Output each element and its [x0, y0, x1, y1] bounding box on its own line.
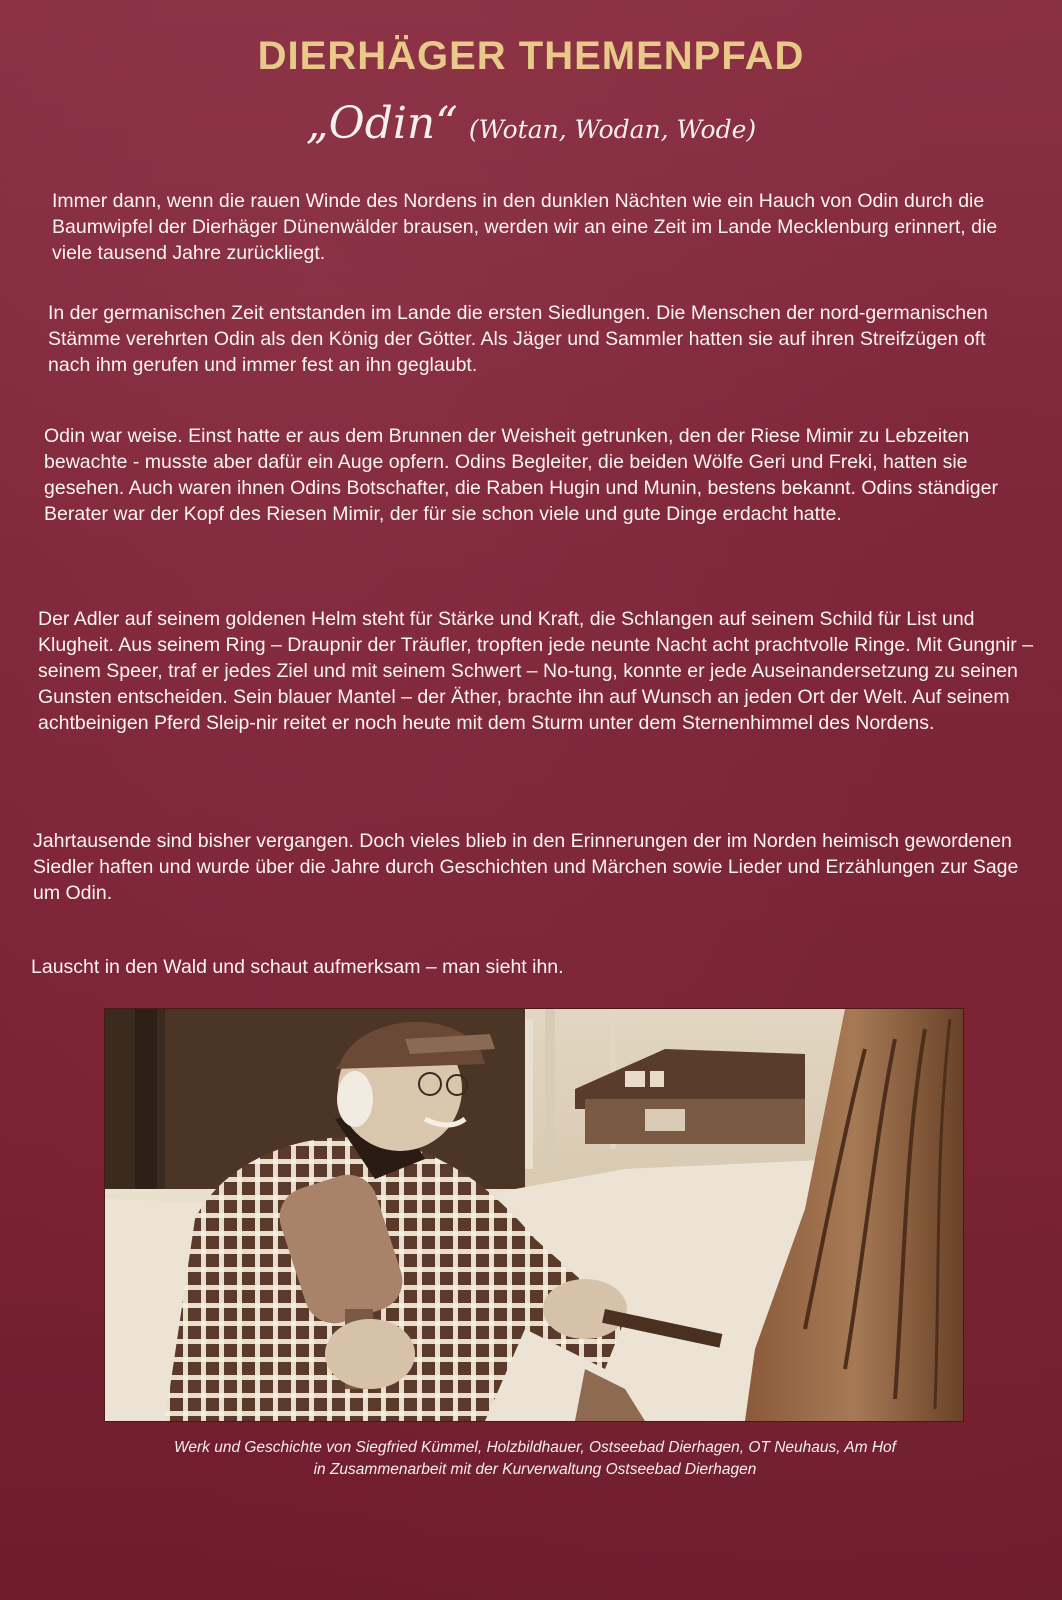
- sign-subtitle: [0, 98, 1062, 149]
- sign-title: DIERHÄGER THEMENPFAD: [257, 34, 805, 78]
- caption-line-1: Werk und Geschichte von Siegfried Kümmel, Holzbildhauer, Ostseebad Dierhagen, OT Neuhaus, Am Hof: [174, 1439, 896, 1456]
- paragraph-odin-wisdom: Odin war weise. Einst hatte er aus dem Brunnen der Weisheit getrunken, den der Riese Mimir zu Lebzeiten bewachte - musste aber dafür ein Auge opfern. Odins Begleiter, die beiden Wölfe Geri und Freki, hatten sie gesehen. Auch waren ihnen Odins Botschafter, die Raben Hugin und Munin, bestens bekannt. Odins ständiger Berater war der Kopf des Riesen Mimir, der für sie schon viele und gute Dinge erdacht hatte.: [44, 425, 998, 525]
- subtitle-alternate-names: (Wotan, Wodan, Wode): [468, 115, 757, 144]
- paragraph-intro: Immer dann, wenn die rauen Winde des Nordens in den dunklen Nächten wie ein Hauch von Odin durch die Baumwipfel der Dierhäger Dünenwälder brausen, werden wir an eine Zeit im Lande Mecklenburg erinnert, die viele tausend Jahre zurückliegt.: [52, 190, 998, 264]
- paragraph-closing: Lauscht in den Wald und schaut aufmerksam – man sieht ihn.: [31, 956, 564, 978]
- paragraph-legend: Jahrtausende sind bisher vergangen. Doch vieles blieb in den Erinnerungen der im Norden heimisch gewordenen Siedler haften und wurde über die Jahre durch Geschichten und Märchen sowie Lieder und Erzählungen zur Sage um Odin.: [33, 830, 1019, 904]
- woodcarver-photo: [104, 1008, 964, 1422]
- subtitle-main: „Odin“: [305, 98, 458, 149]
- paragraph-odin-attributes: Der Adler auf seinem goldenen Helm steht für Stärke und Kraft, die Schlangen auf seinem Schild für List und Klugheit. Aus seinem Ring – Draupnir der Träufler, tropften jede neunte Nacht acht prachtvolle Ringe. Mit Gungnir – seinem Speer, traf er jedes Ziel und mit seinem Schwert – No-tung, konnte er jede Auseinandersetzung zu seinen Gunsten entscheiden. Sein blauer Mantel – der Äther, brachte ihn auf Wunsch an jeden Ort der Welt. Auf seinem achtbeinigen Pferd Sleip-nir reitet er noch heute mit dem Sturm unter dem Sternenhimmel des Nordens.: [38, 608, 1034, 734]
- caption-line-2: in Zusammenarbeit mit der Kurverwaltung Ostseebad Dierhagen: [313, 1461, 757, 1478]
- paragraph-germanic-era: In der germanischen Zeit entstanden im Lande die ersten Siedlungen. Die Menschen der nord-germanischen Stämme verehrten Odin als den König der Götter. Als Jäger und Sammler hatten sie auf ihren Streifzügen oft nach ihm gerufen und immer fest an ihn geglaubt.: [48, 302, 988, 376]
- photo-caption: [60, 1437, 1010, 1481]
- photo-illustration: [105, 1009, 963, 1421]
